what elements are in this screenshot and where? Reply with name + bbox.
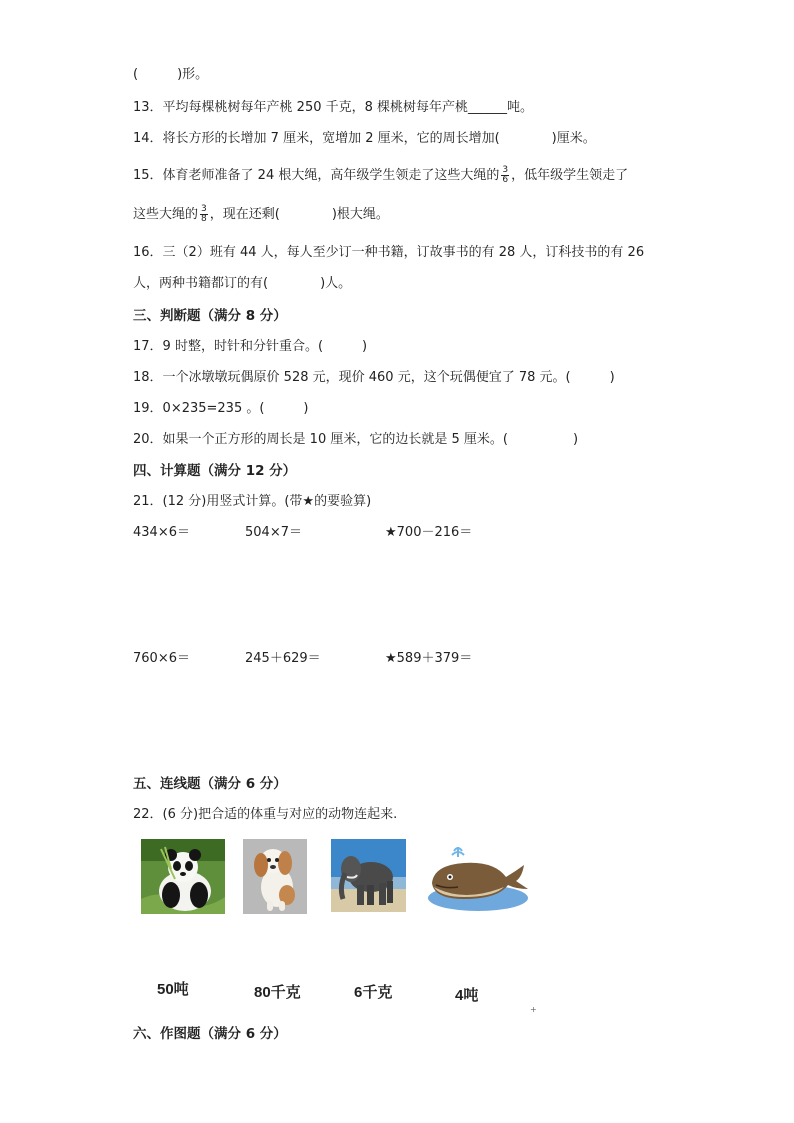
whale-picture: [424, 843, 532, 913]
question-15-line1: [133, 166, 628, 185]
q15-text-a: 15．体育老师准备了 24 根大绳，高年级学生领走了这些大绳的: [133, 168, 500, 183]
panda-picture: [141, 839, 225, 914]
q12-continuation: ( )形。: [133, 67, 209, 82]
question-19: 19．0×235=235 。( ): [133, 401, 309, 416]
section-3-heading: 三、判断题（满分 8 分）: [133, 308, 287, 324]
fraction-denominator: 6: [502, 175, 509, 185]
weight-4-ton: 4吨: [455, 987, 479, 1004]
calc-504x7: 504×7＝: [245, 525, 302, 540]
dog-illustration: [243, 839, 307, 914]
fraction-denominator: 8: [201, 214, 207, 224]
calc-760x6: 760×6＝: [133, 651, 190, 666]
q15-text-d: ，现在还剩( )根大绳。: [209, 207, 389, 222]
question-16-line1: 16．三（2）班有 44 人，每人至少订一种书籍，订故事书的有 28 人，订科技书的有 26: [133, 245, 645, 260]
question-13: 13．平均每棵桃树每年产桃 250 千克，8 棵桃树每年产桃______吨。: [133, 100, 534, 115]
calc-700-216: ★700－216＝: [385, 525, 473, 540]
question-15-line2: [133, 205, 389, 224]
elephant-illustration: [331, 839, 406, 912]
section-4-heading: 四、计算题（满分 12 分）: [133, 463, 297, 479]
fraction-numerator: 3: [502, 165, 509, 175]
weight-80-kg: 80千克: [254, 984, 301, 1001]
fraction-3-8: [200, 205, 208, 224]
question-16-line2: 人，两种书籍都订的有( )人。: [133, 276, 352, 291]
calc-245+629: 245＋629＝: [245, 651, 321, 666]
question-17: 17．9 时整，时针和分针重合。( ): [133, 339, 368, 354]
weight-50-ton: 50吨: [157, 981, 189, 998]
calc-434x6: 434×6＝: [133, 525, 190, 540]
weight-6-kg: 6千克: [354, 984, 393, 1001]
question-14: 14．将长方形的长增加 7 厘米，宽增加 2 厘米，它的周长增加( )厘米。: [133, 131, 596, 146]
q15-text-c: 这些大绳的: [133, 207, 199, 222]
dog-picture: [243, 839, 307, 914]
fraction-3-6: [501, 166, 509, 185]
stray-mark: +: [530, 1005, 537, 1014]
question-18: 18．一个冰墩墩玩偶原价 528 元，现价 460 元，这个玩偶便宜了 78 元。( ): [133, 370, 615, 385]
question-22: 22．(6 分)把合适的体重与对应的动物连起来.: [133, 807, 398, 822]
section-5-heading: 五、连线题（满分 6 分）: [133, 776, 287, 792]
q15-text-b: ，低年级学生领走了: [511, 168, 629, 183]
whale-illustration: [424, 843, 532, 913]
panda-illustration: [141, 839, 225, 914]
elephant-picture: [331, 839, 406, 912]
fraction-numerator: 3: [201, 204, 207, 214]
calc-589+379: ★589＋379＝: [385, 651, 473, 666]
question-21: 21．(12 分)用竖式计算。(带★的要验算): [133, 494, 372, 509]
section-6-heading: 六、作图题（满分 6 分）: [133, 1026, 287, 1042]
question-20: 20．如果一个正方形的周长是 10 厘米，它的边长就是 5 厘米。( ): [133, 432, 579, 447]
